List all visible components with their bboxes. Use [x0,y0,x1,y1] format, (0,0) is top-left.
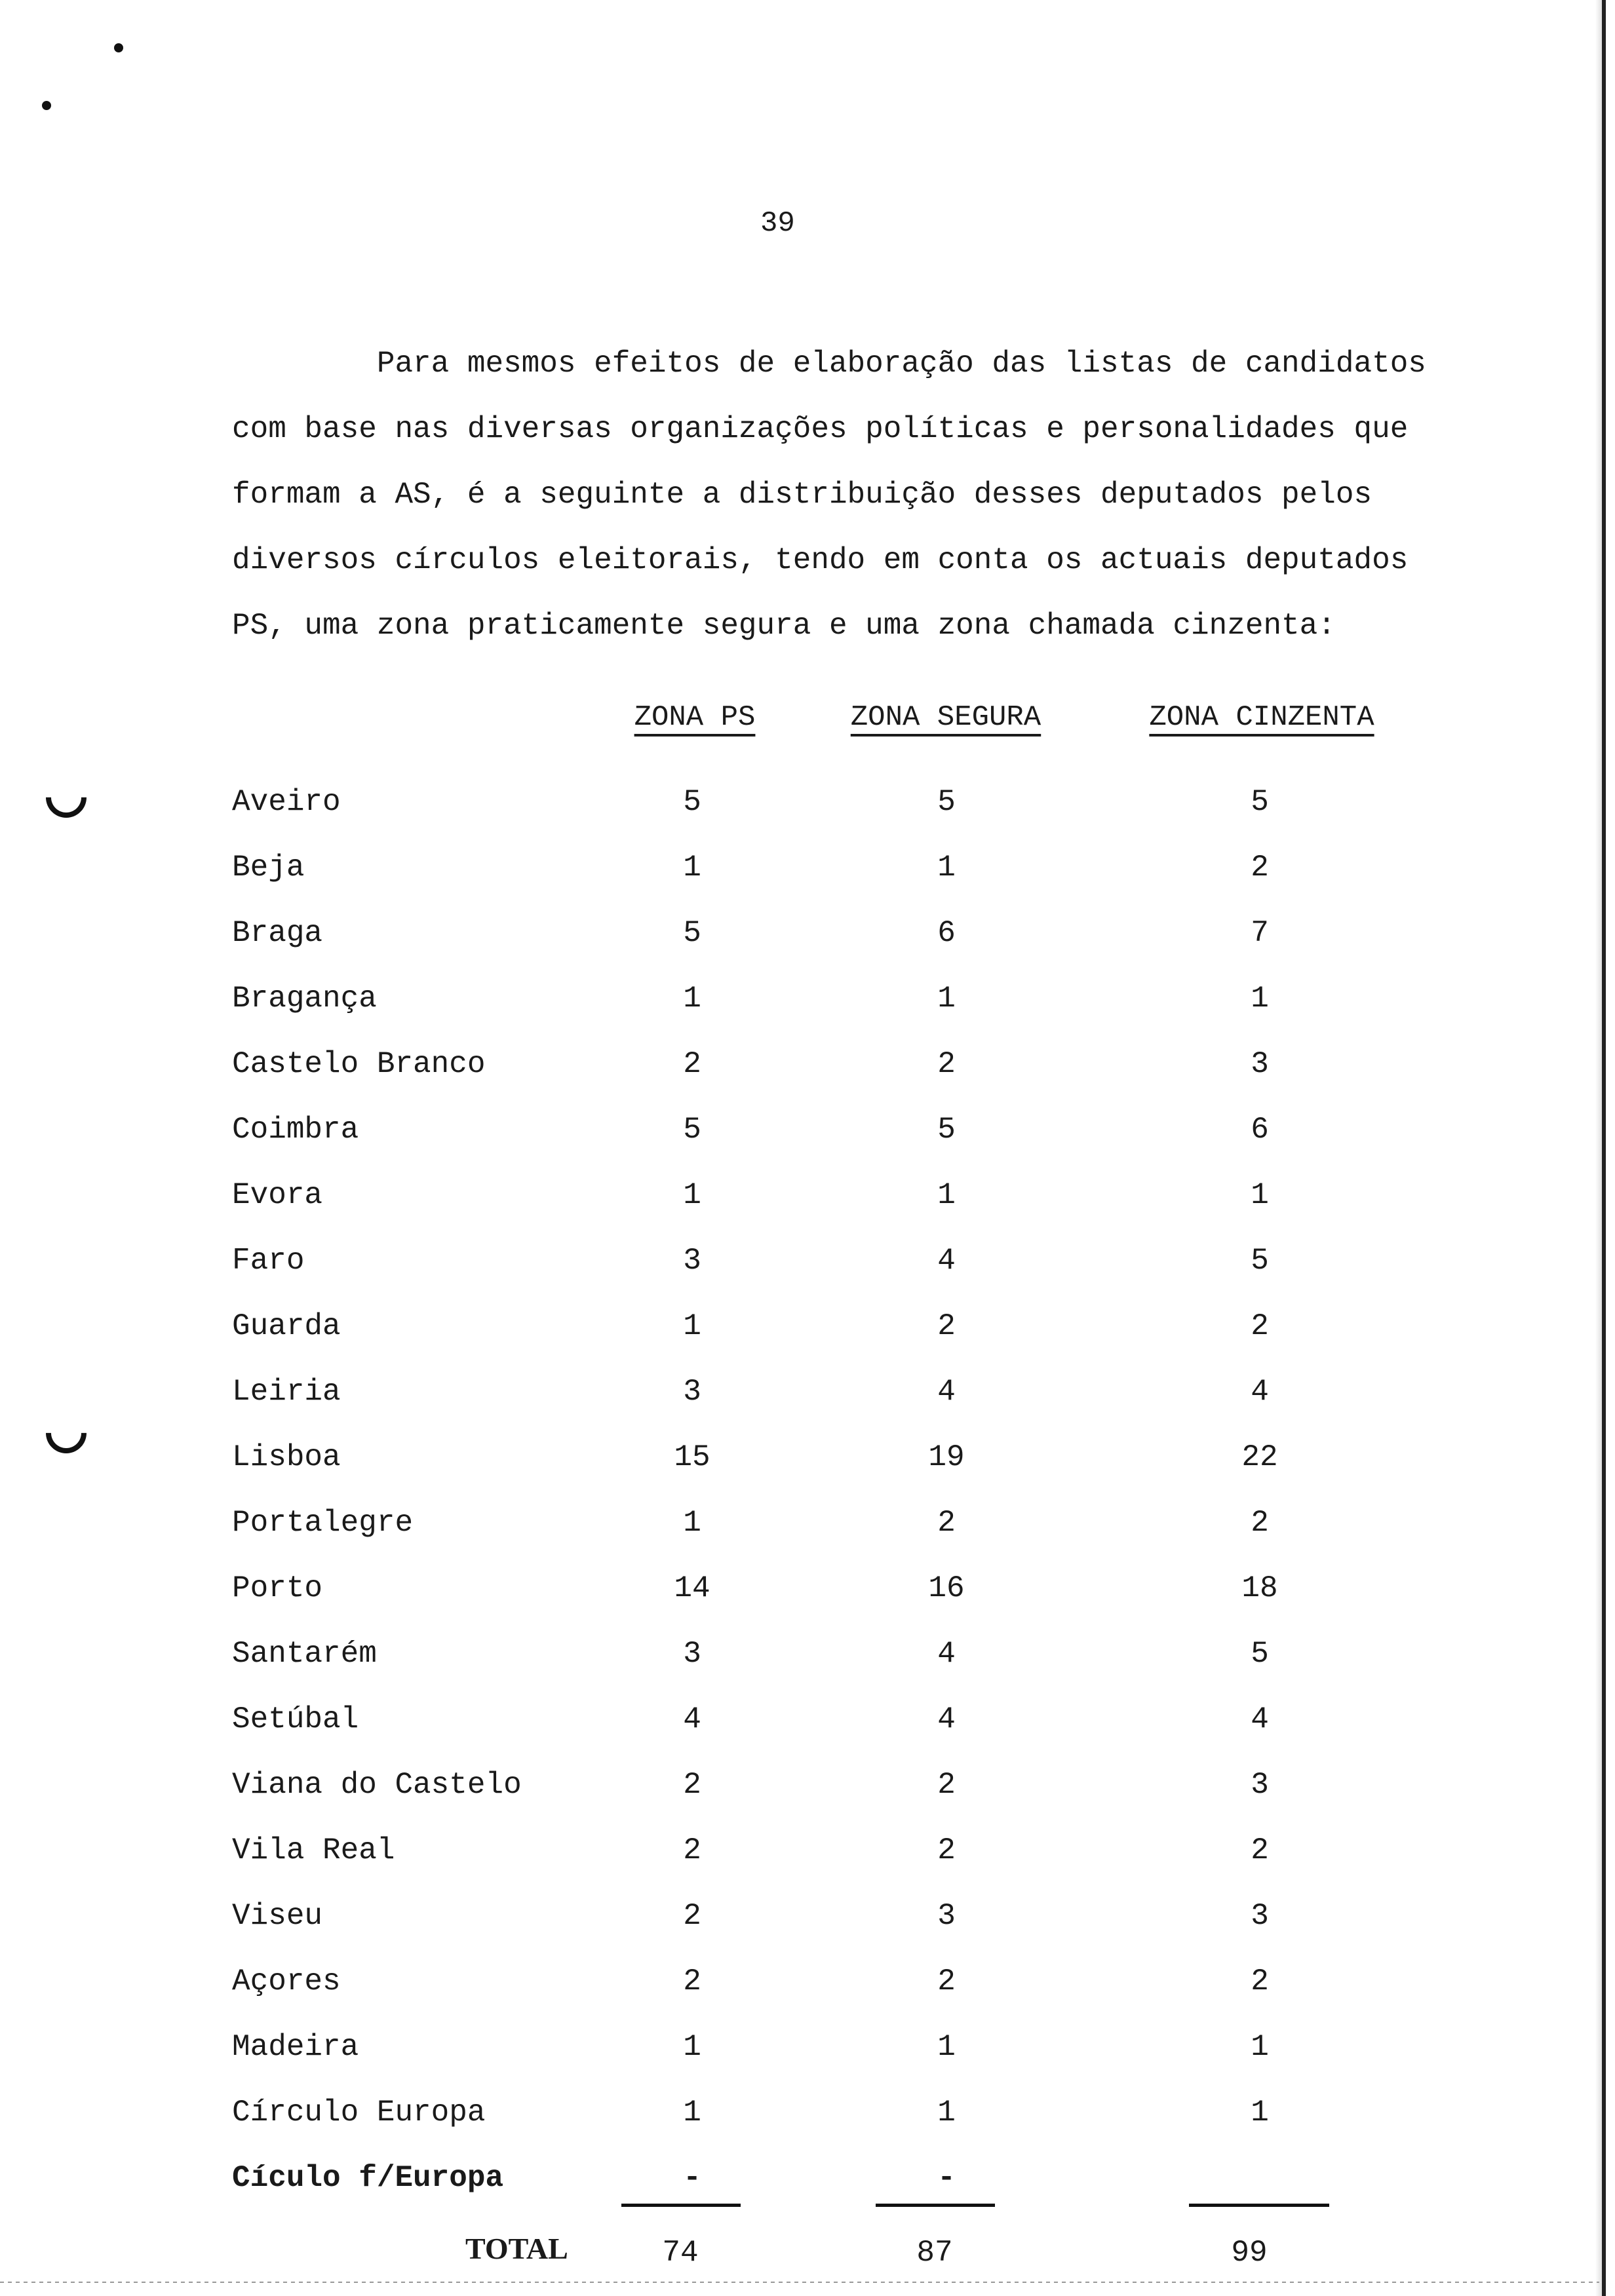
zona-cinzenta-value: 5 [1251,1244,1269,1278]
district-name: Coimbra [232,1113,359,1147]
total-zona-ps: 74 [662,2236,699,2270]
zona-ps-value: 2 [683,1964,701,1999]
zona-cinzenta-value: 1 [1251,2095,1269,2130]
table-row [0,1899,1508,1938]
zona-cinzenta-value: 18 [1241,1571,1278,1605]
district-name: Braga [232,916,323,950]
district-name: Faro [232,1244,305,1278]
zona-cinzenta-value: 4 [1251,1702,1269,1736]
punch-dot [114,43,123,52]
zona-cinzenta-value: 4 [1251,1375,1269,1409]
district-name: Santarém [232,1637,377,1671]
district-name: Cículo f/Europa [232,2161,504,2195]
zona-segura-value: 5 [937,785,956,819]
zona-segura-value: 1 [937,2095,956,2130]
zona-segura-value: 2 [937,1833,956,1867]
binding-edge [1602,0,1606,2296]
table-row [0,1113,1508,1152]
district-name: Beja [232,851,305,885]
zona-cinzenta-value: 2 [1251,1964,1269,1999]
table-row [0,1309,1508,1349]
district-name: Viseu [232,1899,323,1933]
district-name: Viana do Castelo [232,1768,522,1802]
table-row [0,2030,1508,2069]
paragraph-line: diversos círculos eleitorais, tendo em conta os actuais deputados [232,543,1409,577]
district-name: Bragança [232,982,377,1016]
table-row [0,1964,1508,2004]
zona-cinzenta-value: 2 [1251,1506,1269,1540]
table-row [0,1244,1508,1283]
zona-segura-value: 6 [937,916,956,950]
total-zona-segura: 87 [916,2236,953,2270]
page-number: 39 [760,207,795,240]
table-row [0,851,1508,890]
bottom-edge [0,2282,1599,2283]
table-row [0,1506,1508,1545]
district-name: Leiria [232,1375,341,1409]
zona-ps-value: 5 [683,785,701,819]
total-zona-cinzenta: 99 [1231,2236,1268,2270]
district-name: Evora [232,1178,323,1212]
table-row [0,916,1508,955]
paragraph-line: com base nas diversas organizações políticas e personalidades que [232,412,1409,446]
zona-ps-value: 3 [683,1375,701,1409]
total-label: TOTAL [465,2232,568,2265]
zona-ps-value: 3 [683,1244,701,1278]
zona-ps-value: 1 [683,2030,701,2064]
table-row [0,2095,1508,2135]
zona-segura-value: - [937,2161,956,2195]
zona-cinzenta-value: 2 [1251,1309,1269,1343]
zona-segura-value: 4 [937,1702,956,1736]
paragraph-line: formam a AS, é a seguinte a distribuição desses deputados pelos [232,478,1372,512]
sum-rule [1189,2204,1329,2207]
zona-cinzenta-value: 1 [1251,2030,1269,2064]
zona-ps-value: 1 [683,1309,701,1343]
table-row [0,1047,1508,1086]
zona-cinzenta-value: 2 [1251,1833,1269,1867]
header-zona-segura: ZONA SEGURA [850,701,1041,734]
zona-ps-value: 3 [683,1637,701,1671]
zona-cinzenta-value: 6 [1251,1113,1269,1147]
district-name: Vila Real [232,1833,395,1867]
table-row [0,1571,1508,1611]
district-name: Guarda [232,1309,341,1343]
table-row [0,982,1508,1021]
zona-ps-value: 5 [683,1113,701,1147]
zona-ps-value: 14 [674,1571,710,1605]
intro-paragraph [232,331,1517,659]
table-row [0,785,1508,824]
district-name: Lisboa [232,1440,341,1474]
zona-segura-value: 2 [937,1047,956,1081]
zona-cinzenta-value: 3 [1251,1047,1269,1081]
zona-segura-value: 19 [928,1440,965,1474]
zona-cinzenta-value: 7 [1251,916,1269,950]
table-row [0,1702,1508,1742]
zona-ps-value: 1 [683,851,701,885]
sum-rule [621,2204,741,2207]
district-name: Círculo Europa [232,2095,486,2130]
table-row [0,1768,1508,1807]
zona-cinzenta-value: 3 [1251,1768,1269,1802]
zona-segura-value: 1 [937,851,956,885]
table-row [0,2161,1508,2200]
zona-segura-value: 2 [937,1964,956,1999]
zona-cinzenta-value: 1 [1251,982,1269,1016]
zona-segura-value: 1 [937,2030,956,2064]
zona-segura-value: 4 [937,1244,956,1278]
zona-ps-value: 1 [683,1506,701,1540]
zona-ps-value: 15 [674,1440,710,1474]
zona-segura-value: 2 [937,1768,956,1802]
table-row [0,1375,1508,1414]
zona-ps-value: 5 [683,916,701,950]
zona-cinzenta-value: 22 [1241,1440,1278,1474]
district-name: Madeira [232,2030,359,2064]
table-row [0,1178,1508,1217]
zona-ps-value: 1 [683,1178,701,1212]
punch-dot [42,101,51,110]
district-name: Portalegre [232,1506,414,1540]
zona-segura-value: 3 [937,1899,956,1933]
zona-ps-value: 4 [683,1702,701,1736]
table-row [0,1833,1508,1873]
zona-ps-value: 2 [683,1899,701,1933]
zona-segura-value: 16 [928,1571,965,1605]
table-row [0,1637,1508,1676]
paragraph-line: PS, uma zona praticamente segura e uma zona chamada cinzenta: [232,609,1336,643]
table-row [0,1440,1508,1480]
zona-ps-value: - [683,2161,701,2195]
paragraph-line: Para mesmos efeitos de elaboração das listas de candidatos [232,347,1426,381]
zona-segura-value: 5 [937,1113,956,1147]
binding-shadow [1595,0,1602,2296]
zona-segura-value: 1 [937,1178,956,1212]
zona-cinzenta-value: 5 [1251,1637,1269,1671]
zona-ps-value: 2 [683,1833,701,1867]
header-zona-ps: ZONA PS [634,701,756,734]
zona-ps-value: 1 [683,2095,701,2130]
zona-ps-value: 2 [683,1768,701,1802]
zona-cinzenta-value: 1 [1251,1178,1269,1212]
zona-segura-value: 2 [937,1506,956,1540]
zona-segura-value: 4 [937,1375,956,1409]
district-name: Açores [232,1964,341,1999]
district-name: Setúbal [232,1702,359,1736]
zona-segura-value: 1 [937,982,956,1016]
district-name: Aveiro [232,785,341,819]
zona-cinzenta-value: 5 [1251,785,1269,819]
district-name: Castelo Branco [232,1047,486,1081]
district-name: Porto [232,1571,323,1605]
zona-ps-value: 2 [683,1047,701,1081]
zona-cinzenta-value: 3 [1251,1899,1269,1933]
zona-segura-value: 4 [937,1637,956,1671]
header-zona-cinzenta: ZONA CINZENTA [1149,701,1374,734]
zona-cinzenta-value: 2 [1251,851,1269,885]
zona-ps-value: 1 [683,982,701,1016]
zona-segura-value: 2 [937,1309,956,1343]
sum-rule [876,2204,995,2207]
